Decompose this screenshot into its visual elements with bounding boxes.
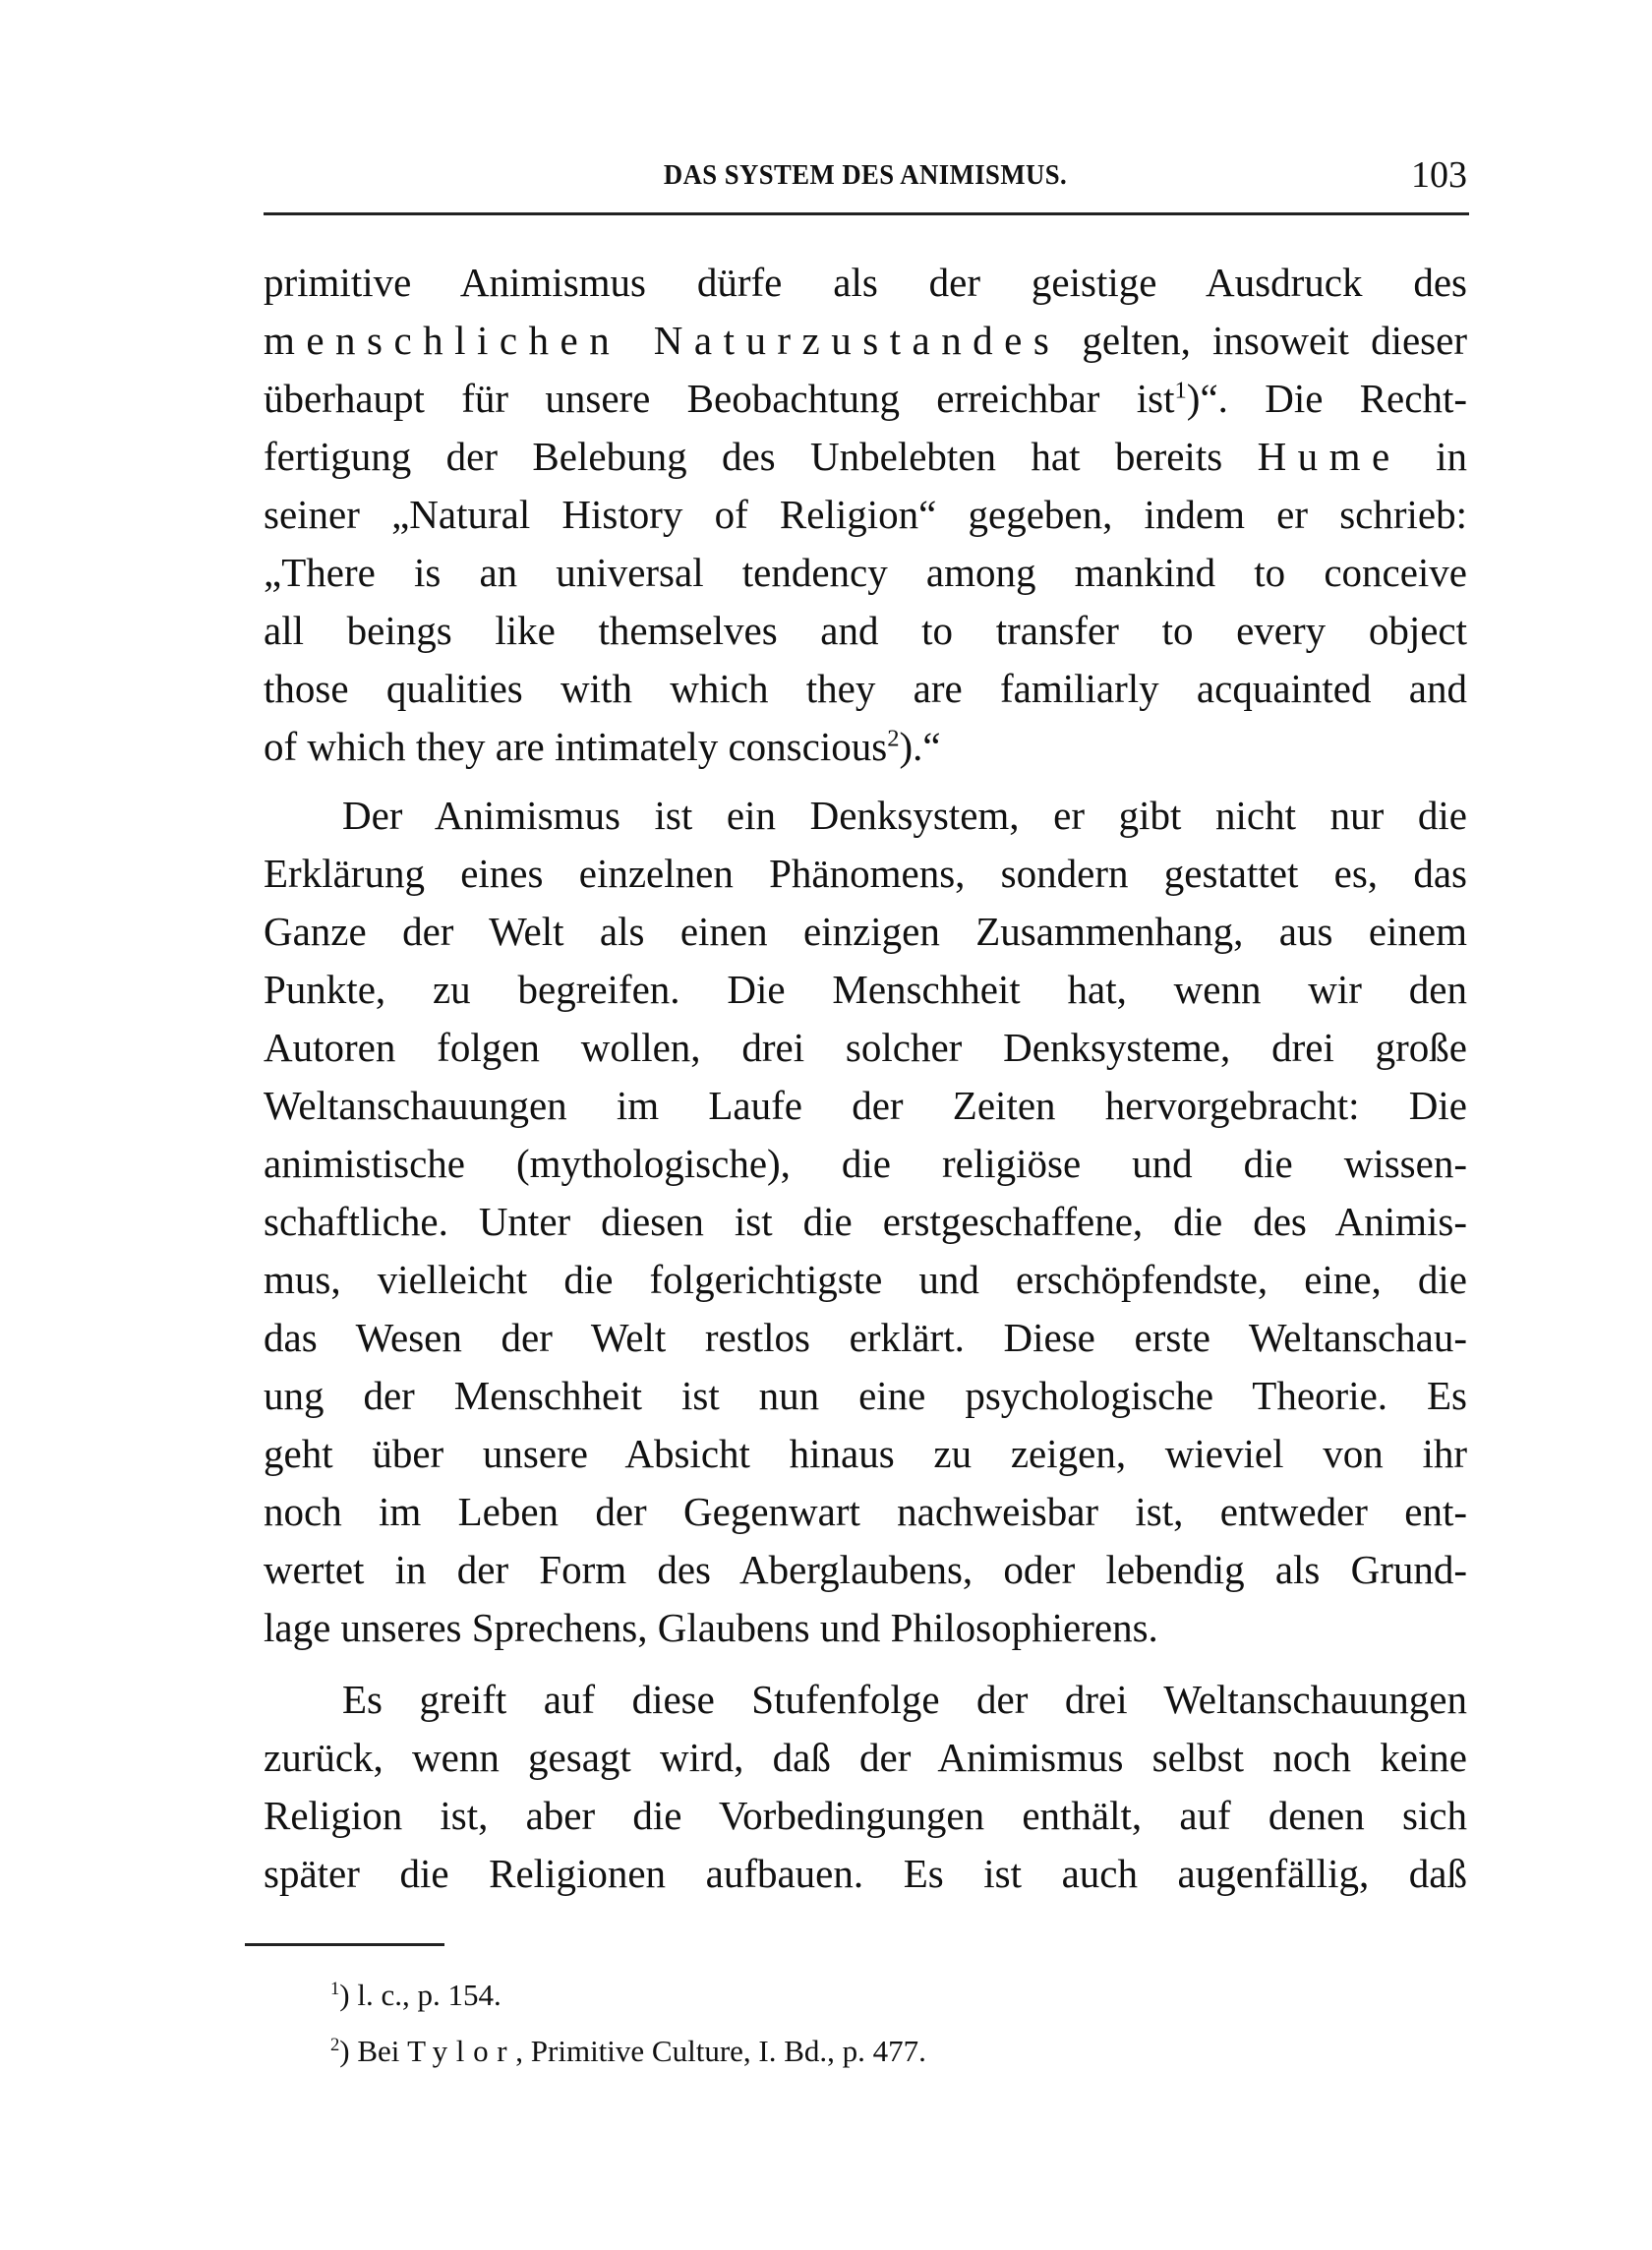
- text-line: [264, 312, 1467, 370]
- text-line: [264, 1425, 1467, 1483]
- running-head: [264, 154, 1467, 201]
- spaced-text: menschlichen Naturzustandes: [264, 318, 1061, 363]
- text-run: noch im Leben der Gegenwart nachweisbar ist, entweder ent-: [264, 1489, 1467, 1534]
- text-run: Ganze der Welt als einen einzigen Zusammenhang, aus einem: [264, 909, 1467, 954]
- text-run: ung der Menschheit ist nun eine psychologische Theorie. Es: [264, 1373, 1467, 1418]
- text-line: [264, 370, 1467, 428]
- header-rule: [264, 212, 1469, 215]
- text-run: primitive Animismus dürfe als der geistige Ausdruck des: [264, 260, 1467, 305]
- text-line: [264, 1077, 1467, 1135]
- text-line: [264, 602, 1467, 660]
- text-run: Punkte, zu begreifen. Die Menschheit hat, wenn wir den: [264, 967, 1467, 1012]
- text-line: [264, 486, 1467, 544]
- text-run: später die Religionen aufbauen. Es ist auch augenfällig, daß: [264, 1851, 1467, 1896]
- text-line: [264, 787, 1467, 845]
- footnote: [330, 2023, 926, 2079]
- text-run: lage unseres Sprechens, Glaubens und Philosophierens.: [264, 1605, 1158, 1650]
- text-run: Der Animismus ist ein Denksystem, er gibt nicht nur die: [342, 793, 1467, 838]
- text-run: geht über unsere Absicht hinaus zu zeigen, wieviel von ihr: [264, 1431, 1467, 1476]
- text-line: [264, 1671, 1467, 1729]
- text-run: in: [1400, 434, 1467, 479]
- text-line: [264, 845, 1467, 903]
- footnote-marker: 1: [330, 1978, 340, 1999]
- text-run: überhaupt für unsere Beobachtung erreichbar ist: [264, 376, 1175, 421]
- running-head-title: DAS SYSTEM DES ANIMISMUS.: [663, 159, 1068, 191]
- paragraph: [264, 1671, 1467, 1903]
- text-run: those qualities with which they are familiarly acquainted and: [264, 666, 1467, 711]
- footnote-marker: 1: [1174, 377, 1187, 404]
- paragraph: [264, 254, 1467, 776]
- text-run: Es greift auf diese Stufenfolge der drei Weltanschauungen: [342, 1677, 1467, 1722]
- text-line: [264, 660, 1467, 718]
- footnote-rule: [245, 1943, 444, 1946]
- text-line: [264, 1599, 1467, 1657]
- text-line: [264, 1309, 1467, 1367]
- text-line: [264, 1845, 1467, 1903]
- text-line: [264, 254, 1467, 312]
- page-number: 103: [1411, 154, 1467, 196]
- spaced-text: Hume: [1257, 434, 1401, 479]
- footnote: [330, 1967, 926, 2023]
- footnotes: [330, 1967, 926, 2079]
- text-line: [264, 1135, 1467, 1193]
- text-run: )“. Die Recht-: [1186, 376, 1467, 421]
- text-run: ).“: [899, 724, 941, 769]
- text-run: wertet in der Form des Aberglaubens, oder lebendig als Grund-: [264, 1547, 1467, 1592]
- text-line: [264, 903, 1467, 961]
- text-line: [264, 961, 1467, 1019]
- text-run: ) l. c., p. 154.: [339, 1978, 502, 2012]
- text-line: [264, 1729, 1467, 1787]
- text-run: animistische (mythologische), die religiöse und die wissen-: [264, 1141, 1467, 1186]
- text-run: „There is an universal tendency among mankind to conceive: [264, 550, 1467, 595]
- text-line: [264, 544, 1467, 602]
- text-run: Weltanschauungen im Laufe der Zeiten hervorgebracht: Die: [264, 1083, 1467, 1128]
- text-line: [264, 1483, 1467, 1541]
- text-line: [264, 428, 1467, 486]
- text-run: seiner „Natural History of Religion“ gegeben, indem er schrieb:: [264, 492, 1467, 537]
- text-run: mus, vielleicht die folgerichtigste und erschöpfendste, eine, die: [264, 1257, 1467, 1302]
- text-line: [264, 1787, 1467, 1845]
- footnote-marker: 2: [330, 2034, 340, 2055]
- text-run: fertigung der Belebung des Unbelebten hat bereits: [264, 434, 1258, 479]
- text-run: of which they are intimately conscious: [264, 724, 888, 769]
- spaced-text: Tylor: [407, 2034, 516, 2068]
- text-run: , Primitive Culture, I. Bd., p. 477.: [515, 2034, 926, 2068]
- text-line: [264, 1251, 1467, 1309]
- text-line: [264, 1019, 1467, 1077]
- text-run: gelten, insoweit dieser: [1060, 318, 1467, 363]
- text-line: [264, 718, 1467, 776]
- text-run: Erklärung eines einzelnen Phänomens, sondern gestattet es, das: [264, 851, 1467, 896]
- text-line: [264, 1541, 1467, 1599]
- text-run: ) Bei: [339, 2034, 408, 2068]
- text-run: das Wesen der Welt restlos erklärt. Diese erste Weltanschau-: [264, 1315, 1467, 1360]
- text-run: Autoren folgen wollen, drei solcher Denksysteme, drei große: [264, 1025, 1467, 1070]
- footnote-marker: 2: [887, 725, 900, 752]
- text-run: schaftliche. Unter diesen ist die erstgeschaffene, die des Animis-: [264, 1199, 1467, 1244]
- text-run: zurück, wenn gesagt wird, daß der Animismus selbst noch keine: [264, 1735, 1467, 1780]
- text-run: all beings like themselves and to transfer to every object: [264, 608, 1467, 653]
- paragraph: [264, 787, 1467, 1657]
- text-line: [264, 1367, 1467, 1425]
- text-run: Religion ist, aber die Vorbedingungen enthält, auf denen sich: [264, 1793, 1467, 1838]
- text-line: [264, 1193, 1467, 1251]
